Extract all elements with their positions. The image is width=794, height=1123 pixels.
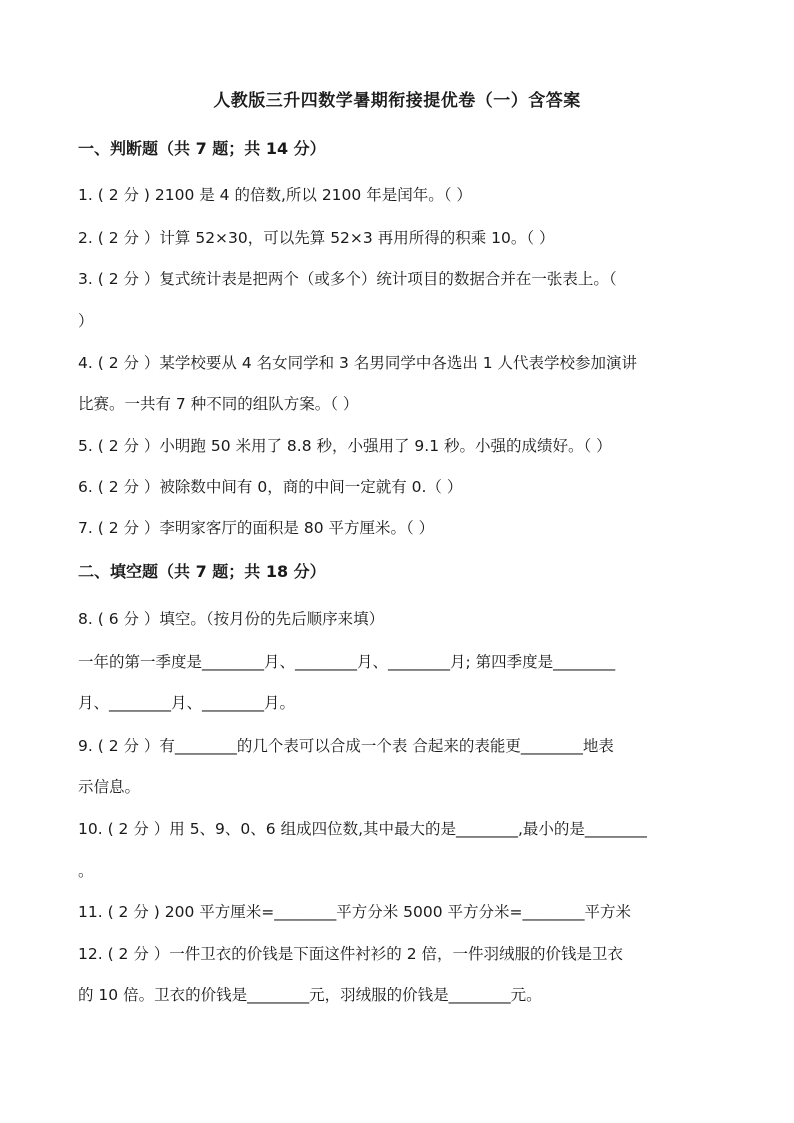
page-title: 人教版三升四数学暑期衔接提优卷（一）含答案 bbox=[213, 91, 581, 111]
question-line: 比赛。一共有 7 种不同的组队方案。（ ） bbox=[78, 395, 359, 413]
question-line: 8. ( 6 分 ）填空。（按月份的先后顺序来填） bbox=[78, 610, 385, 628]
question-line: 1. ( 2 分 ) 2100 是 4 的倍数,所以 2100 年是闰年。（ ） bbox=[78, 186, 472, 204]
question-line: 12. ( 2 分 ）一件卫衣的价钱是下面这件衬衫的 2 倍，一件羽绒服的价钱是卫衣 bbox=[78, 945, 623, 963]
question-line: 4. ( 2 分 ）某学校要从 4 名女同学和 3 名男同学中各选出 1 人代表学校参加演讲 bbox=[78, 354, 638, 372]
question-line: 9. ( 2 分 ）有________的几个表可以合成一个表 合起来的表能更________地表 bbox=[78, 737, 614, 755]
question-line: 示信息。 bbox=[78, 778, 141, 796]
question-line: 10. ( 2 分 ）用 5、9、0、6 组成四位数,其中最大的是________,最小的是________ bbox=[78, 820, 647, 838]
question-line: 3. ( 2 分 ）复式统计表是把两个（或多个）统计项目的数据合并在一张表上。（ bbox=[78, 270, 617, 288]
question-line: 11. ( 2 分 ) 200 平方厘米=________平方分米 5000 平方分米=________平方米 bbox=[78, 903, 632, 921]
question-line: 一年的第一季度是________月、________月、________月; 第四季度是________ bbox=[78, 653, 616, 671]
question-line: 2. ( 2 分 ）计算 52×30，可以先算 52×3 再用所得的积乘 10。（ ） bbox=[78, 229, 555, 247]
question-line: 7. ( 2 分 ）李明家客厅的面积是 80 平方厘米。（ ） bbox=[78, 519, 435, 537]
section-heading-fill-in: 二、填空题（共 7 题；共 18 分） bbox=[78, 562, 326, 581]
question-line: ） bbox=[78, 312, 94, 330]
question-line: 。 bbox=[78, 862, 94, 880]
question-line: 月、________月、________月。 bbox=[78, 694, 296, 712]
question-line: 5. ( 2 分 ）小明跑 50 米用了 8.8 秒，小强用了 9.1 秒。小强的成绩好。（ ） bbox=[78, 437, 612, 455]
question-line: 6. ( 2 分 ）被除数中间有 0，商的中间一定就有 0.（ ） bbox=[78, 478, 463, 496]
section-heading-judgement: 一、判断题（共 7 题；共 14 分） bbox=[78, 139, 326, 158]
question-line: 的 10 倍。卫衣的价钱是________元，羽绒服的价钱是________元。 bbox=[78, 986, 542, 1004]
